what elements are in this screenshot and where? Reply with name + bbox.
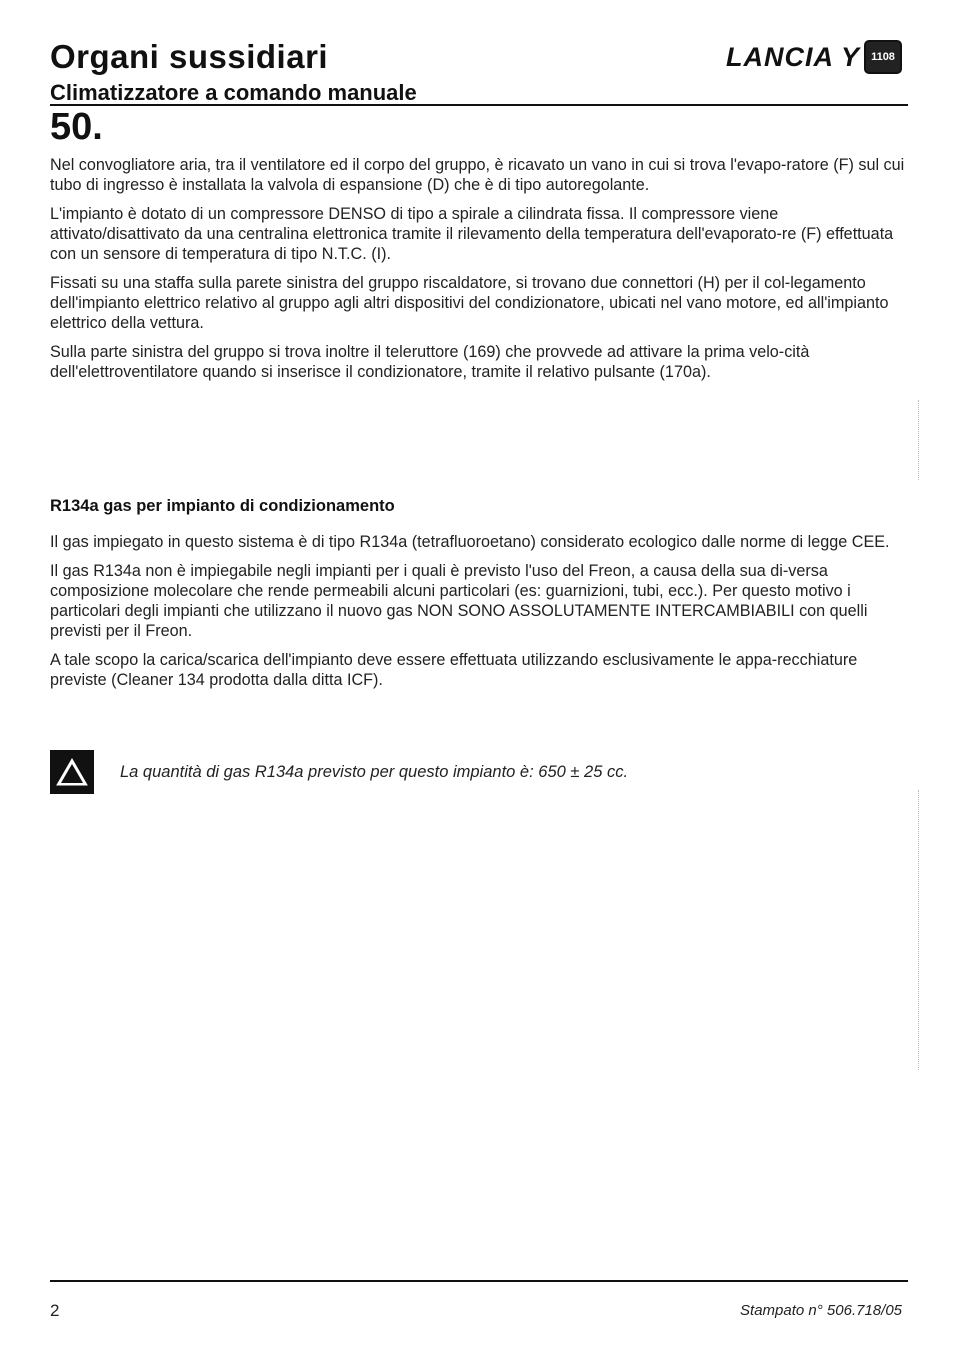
footer-divider <box>50 1280 908 1282</box>
print-reference: Stampato n° 506.718/05 <box>740 1302 902 1319</box>
page-title: Organi sussidiari <box>50 38 329 75</box>
section-heading: R134a gas per impianto di condizionamento <box>50 497 395 515</box>
page-subtitle: Climatizzatore a comando manuale <box>50 80 417 105</box>
brand-logo <box>726 40 902 74</box>
section-number: 50. <box>50 106 103 148</box>
page-number: 2 <box>50 1301 60 1320</box>
scan-artifact <box>918 790 921 1070</box>
paragraph: Nel convogliatore aria, tra il ventilatore ed il corpo del gruppo, è ricavato un vano in cui si trova l'evapo-ratore (F) sul cui tubo di ingresso è installata la valvola di espansione (D) che è di tipo autoregolante. <box>50 156 905 194</box>
warning-text: La quantità di gas R134a previsto per questo impianto è: 650 ± 25 cc. <box>120 762 629 781</box>
header-divider <box>50 104 908 106</box>
paragraph: A tale scopo la carica/scarica dell'impianto deve essere effettuata utilizzando esclusivamente le appa-recchiature previste (Cleaner 134 prodotta dalla ditta ICF). <box>50 651 858 689</box>
brand-name: LANCIA Y <box>725 41 860 72</box>
scan-artifact <box>918 400 921 480</box>
warning-triangle-icon <box>50 750 94 794</box>
paragraph: Il gas R134a non è impiegabile negli impianti per i quali è previsto l'uso del Freon, a causa della sua di-versa composizione molecolare che rende permeabili alcuni particolari (es: guarnizioni, tubi, ecc.). Per questo motivo i particolari degli impianti che utilizzano il nuovo gas NON SONO ASSOLUTAMENTE INTERCAMBIABILI con quelli previsti per il Freon. <box>50 562 868 640</box>
car-badge-icon: 1108 <box>864 40 902 74</box>
warning-note <box>50 750 628 794</box>
paragraph: Sulla parte sinistra del gruppo si trova inoltre il teleruttore (169) che provvede ad attivare la prima velo-cità dell'elettroventilatore quando si inserisce il condizionatore, tramite il relativo pulsante (170a). <box>50 343 810 381</box>
paragraph: Fissati su una staffa sulla parete sinistra del gruppo riscaldatore, si trovano due connettori (H) per il col-legamento dell'impianto elettrico relativo al gruppo agli altri dispositivi del condizionatore, ubicati nel vano motore, ed all'impianto elettrico della vettura. <box>50 274 889 332</box>
gas-text <box>50 532 908 699</box>
intro-text <box>50 155 908 391</box>
paragraph: Il gas impiegato in questo sistema è di tipo R134a (tetrafluoroetano) considerato ecologico dalle norme di legge CEE. <box>50 533 890 551</box>
paragraph: L'impianto è dotato di un compressore DENSO di tipo a spirale a cilindrata fissa. Il compressore viene attivato/disattivato da una centralina elettronica tramite il rilevamento della temperatura dell'evaporato-re (F) effettuata con un sensore di temperatura di tipo N.T.C. (I). <box>50 205 894 263</box>
